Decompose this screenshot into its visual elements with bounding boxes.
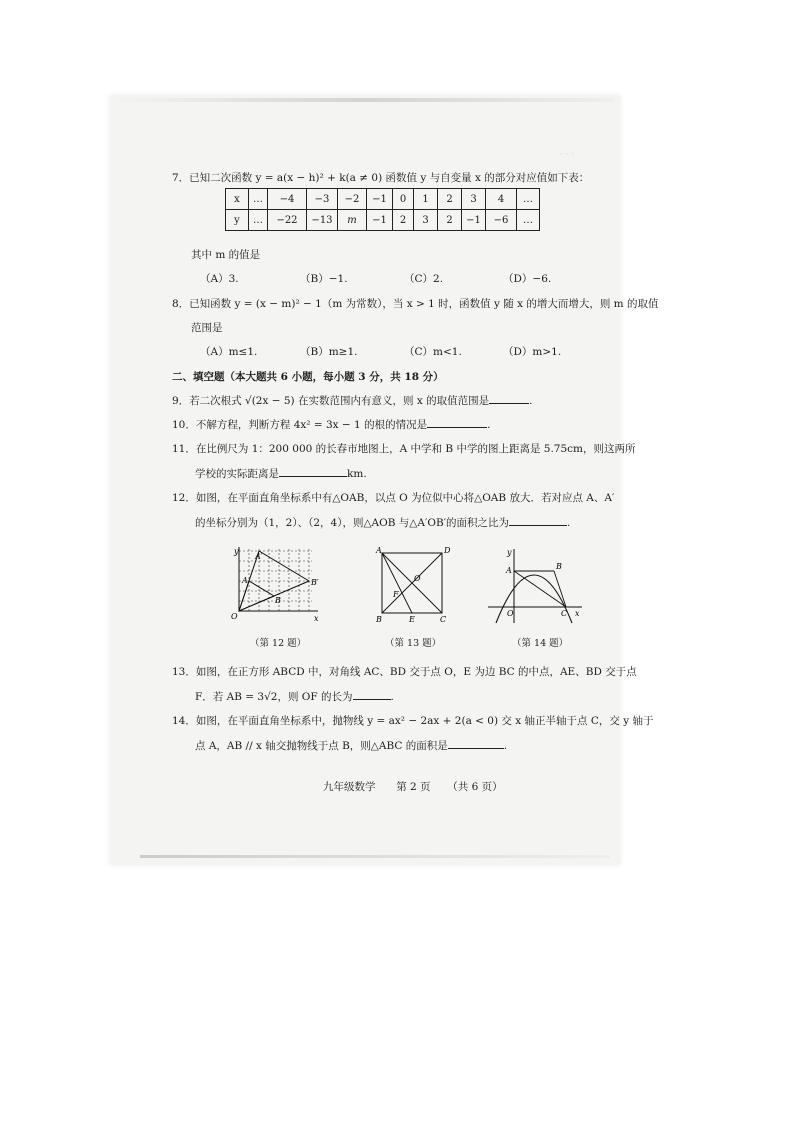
q13-answer-blank[interactable] bbox=[353, 688, 391, 700]
q7-prompt: 其中 m 的值是 bbox=[191, 249, 261, 261]
label-x: x bbox=[575, 609, 580, 618]
q10-answer-blank[interactable] bbox=[427, 416, 487, 428]
label-c: C bbox=[561, 609, 568, 618]
q8-option-d: （D）m>1. bbox=[503, 346, 562, 358]
q8-option-a: （A）m≤1. bbox=[200, 346, 258, 358]
q8-option-b: （B）m≥1. bbox=[300, 346, 358, 358]
q9-answer-blank[interactable] bbox=[489, 392, 529, 404]
q10-end: . bbox=[487, 419, 491, 431]
label-f: F bbox=[393, 590, 399, 599]
q9-text: 9．若二次根式 √(2x − 5) 在实数范围内有意义，则 x 的取值范围是 bbox=[172, 395, 490, 407]
q8-line1: 8．已知函数 y = (x − m)² − 1（m 为常数），当 x > 1 时，函数值 y 随 x 的增大而增大，则 m 的取值 bbox=[172, 298, 659, 310]
q12-end: . bbox=[567, 517, 571, 529]
q8-option-c: （C）m<1. bbox=[404, 346, 462, 358]
q7-option-b: （B）−1. bbox=[300, 273, 348, 285]
label-b: B bbox=[376, 615, 382, 624]
q7-stem: 7．已知二次函数 y = a(x − h)² + k(a ≠ 0) 函数值 y 与自变量 x 的部分对应值如下表： bbox=[172, 172, 590, 184]
table-cell: … bbox=[517, 210, 540, 231]
q13-line2 bbox=[195, 688, 394, 704]
figure-12 bbox=[228, 545, 323, 627]
q7-option-c: （C）2. bbox=[404, 273, 444, 285]
label-o: O bbox=[507, 609, 514, 618]
table-cell: −1 bbox=[367, 210, 393, 231]
label-e: E bbox=[409, 615, 415, 624]
table-cell: −3 bbox=[307, 189, 338, 210]
q11-answer-blank[interactable] bbox=[279, 465, 347, 477]
q14-text: 点 A，AB // x 轴交抛物线于点 B，则△ABC 的面积是 bbox=[195, 740, 448, 752]
q14-line2 bbox=[195, 737, 507, 753]
table-cell: 3 bbox=[414, 210, 438, 231]
table-cell: −13 bbox=[307, 210, 338, 231]
table-cell: … bbox=[517, 189, 540, 210]
q10-text: 10．不解方程，判断方程 4x² = 3x − 1 的根的情况是 bbox=[172, 419, 428, 431]
q11-line1: 11．在比例尺为 1：200 000 的长春市地图上，A 中学和 B 中学的图上距离是 5.75cm，则这两所 bbox=[172, 443, 636, 455]
q12-answer-blank[interactable] bbox=[509, 514, 567, 526]
figure-14 bbox=[486, 545, 586, 627]
q14-end: . bbox=[503, 740, 508, 752]
table-cell: −2 bbox=[338, 189, 367, 210]
table-cell: −4 bbox=[268, 189, 307, 210]
q11-text: 学校的实际距离是 bbox=[195, 468, 279, 480]
q11-unit: km. bbox=[347, 468, 367, 480]
q8-line2: 范围是 bbox=[191, 322, 223, 334]
q7-option-a: （A）3. bbox=[200, 273, 239, 285]
label-b: B bbox=[556, 562, 562, 571]
q12-line2 bbox=[195, 514, 570, 530]
label-x: x bbox=[314, 614, 319, 623]
bleed-through-mark: · · · bbox=[560, 150, 575, 160]
segment-bc bbox=[554, 571, 566, 607]
table-cell: … bbox=[249, 189, 268, 210]
footer bbox=[323, 779, 503, 794]
q13-text: F．若 AB = 3√2，则 OF 的长为 bbox=[195, 691, 353, 703]
q13-line1: 13．如图，在正方形 ABCD 中，对角线 AC、BD 交于点 O，E 为边 BC 的中点，AE、BD 交于点 bbox=[172, 666, 637, 678]
table-cell: 2 bbox=[438, 189, 462, 210]
table-cell: 1 bbox=[414, 189, 438, 210]
table-cell: y bbox=[226, 210, 249, 231]
table-cell: 4 bbox=[486, 189, 517, 210]
label-a: A bbox=[506, 566, 512, 575]
table-row bbox=[226, 189, 540, 210]
figure-14-caption: （第 14 题） bbox=[512, 638, 569, 649]
q14-line1: 14．如图，在平面直角坐标系中，抛物线 y = ax² − 2ax + 2(a < 0) 交 x 轴正半轴于点 C，交 y 轴于 bbox=[172, 715, 654, 727]
segment-ae bbox=[382, 553, 412, 613]
q13-end: . bbox=[390, 691, 394, 703]
q11-line2 bbox=[195, 465, 367, 481]
label-y: y bbox=[234, 547, 239, 556]
figure-13 bbox=[372, 545, 467, 627]
table-row bbox=[226, 210, 540, 231]
paper-edge-bottom bbox=[140, 855, 610, 858]
label-a: A bbox=[376, 546, 382, 555]
table-cell: x bbox=[226, 189, 249, 210]
q9-end: . bbox=[529, 395, 533, 407]
label-b-prime: B′ bbox=[311, 578, 319, 587]
table-cell: −6 bbox=[486, 210, 517, 231]
table-cell: … bbox=[249, 210, 268, 231]
q12-text: 的坐标分别为（1，2）、（2，4），则△AOB 与△A′OB′的面积之比为 bbox=[195, 517, 510, 529]
label-y: y bbox=[507, 548, 512, 557]
q12-line1: 12．如图，在平面直角坐标系中有△OAB，以点 O 为位似中心将△OAB 放大．若对应点 A、A′ bbox=[172, 492, 615, 504]
label-a: A bbox=[242, 576, 248, 585]
label-o: O bbox=[414, 574, 421, 583]
q7-value-table bbox=[225, 188, 540, 231]
label-b: B bbox=[275, 596, 281, 605]
footer-grade: 九年级数学 bbox=[323, 781, 376, 793]
q9-line bbox=[172, 392, 532, 408]
table-cell: 2 bbox=[438, 210, 462, 231]
q10-line bbox=[172, 416, 490, 432]
label-d: D bbox=[444, 546, 451, 555]
label-c: C bbox=[440, 615, 447, 624]
q14-answer-blank[interactable] bbox=[448, 737, 504, 749]
table-cell: m bbox=[338, 210, 367, 231]
table-cell: −1 bbox=[462, 210, 486, 231]
footer-total: （共 6 页） bbox=[447, 781, 503, 793]
figure-13-caption: （第 13 题） bbox=[385, 638, 442, 649]
table-cell: −1 bbox=[367, 189, 393, 210]
footer-page: 第 2 页 bbox=[396, 781, 431, 793]
table-cell: −22 bbox=[268, 210, 307, 231]
table-cell: 0 bbox=[393, 189, 414, 210]
label-o: O bbox=[231, 612, 238, 621]
section-2-heading: 二、填空题（本大题共 6 小题，每小题 3 分，共 18 分） bbox=[172, 371, 444, 383]
figure-12-caption: （第 12 题） bbox=[250, 638, 307, 649]
q7-option-d: （D）−6. bbox=[503, 273, 552, 285]
label-a-prime: A′ bbox=[255, 552, 263, 561]
table-cell: 2 bbox=[393, 210, 414, 231]
paper-edge-top bbox=[115, 98, 615, 102]
table-cell: 3 bbox=[462, 189, 486, 210]
